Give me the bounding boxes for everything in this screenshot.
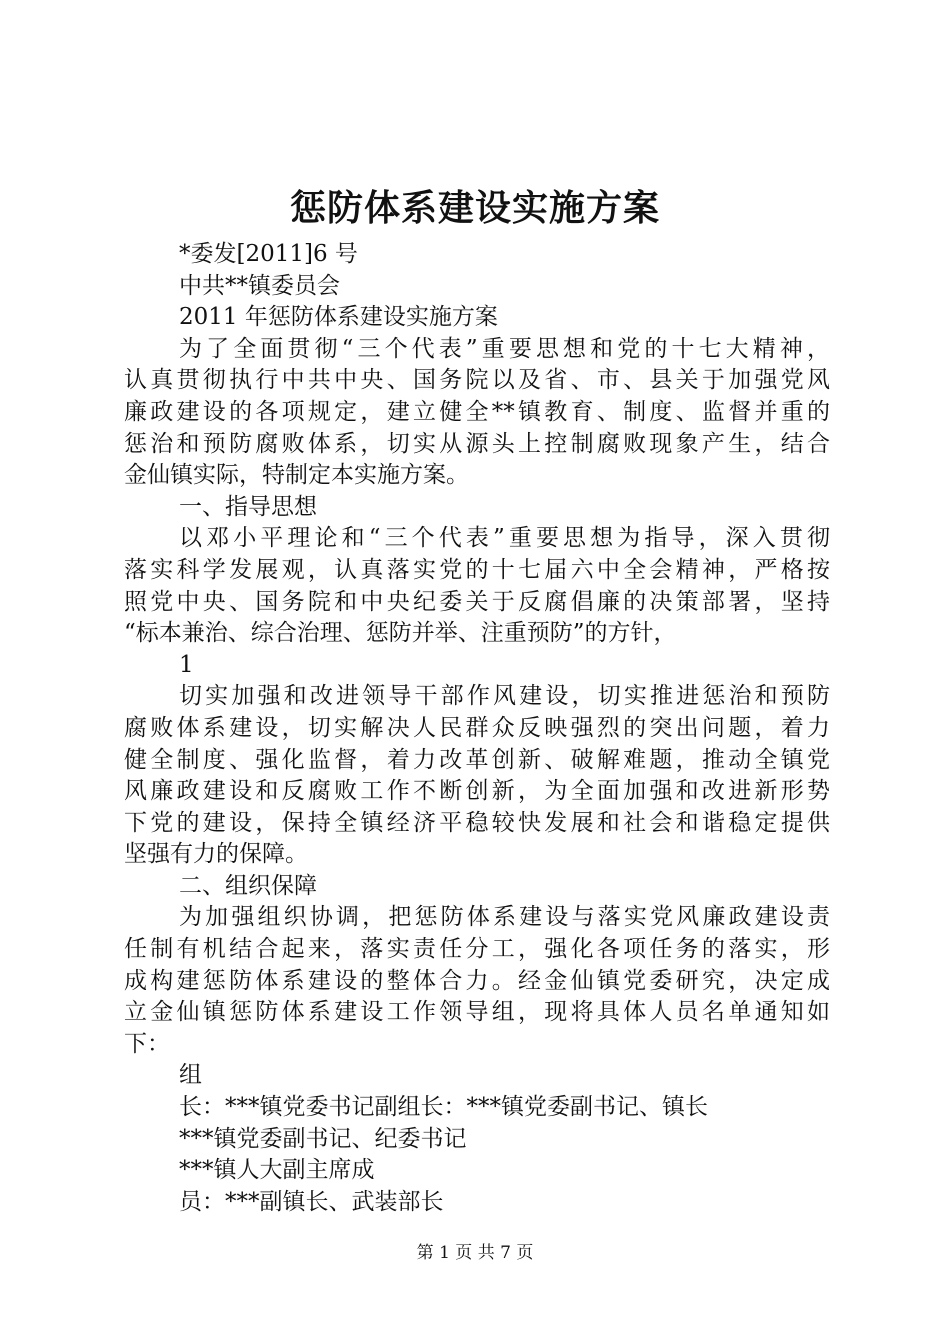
list-line: ***镇党委副书记、纪委书记 (179, 1125, 467, 1152)
list-line: 组 (179, 1062, 202, 1089)
paragraph-line: 下党的建设，保持全镇经济平稳较快发展和社会和谐稳定提供 (124, 809, 830, 836)
paragraph-line: 切实加强和改进领导干部作风建设，切实推进惩治和预防 (179, 683, 830, 710)
issuing-organization: 中共**镇委员会 (179, 272, 340, 299)
paragraph-line: 坚强有力的保障。 (124, 841, 308, 868)
inline-page-number: 1 (179, 651, 194, 678)
paragraph-line: 为加强组织协调，把惩防体系建设与落实党风廉政建设责 (179, 904, 830, 931)
paragraph-line: 立金仙镇惩防体系建设工作领导组，现将具体人员名单通知如 (124, 999, 830, 1026)
paragraph-line: 金仙镇实际，特制定本实施方案。 (124, 462, 469, 489)
page-footer: 第 1 页 共 7 页 (416, 1243, 534, 1263)
paragraph-line: 风廉政建设和反腐败工作不断创新，为全面加强和改进新形势 (124, 778, 830, 805)
document-subtitle: 2011 年惩防体系建设实施方案 (179, 304, 498, 331)
paragraph-line: 廉政建设的各项规定，建立健全**镇教育、制度、监督并重的 (124, 398, 830, 425)
paragraph-line: 任制有机结合起来，落实责任分工，强化各项任务的落实，形 (124, 936, 830, 963)
paragraph-line: 落实科学发展观，认真落实党的十七届六中全会精神，严格按 (124, 556, 830, 583)
paragraph-line: 为了全面贯彻“三个代表”重要思想和党的十七大精神， (179, 335, 830, 362)
paragraph-line: 照党中央、国务院和中央纪委关于反腐倡廉的决策部署，坚持 (124, 588, 830, 615)
paragraph-line: 健全制度、强化监督，着力改革创新、破解难题，推动全镇党 (124, 746, 830, 773)
list-line: ***镇人大副主席成 (179, 1157, 375, 1184)
list-line: 长：***镇党委书记副组长：***镇党委副书记、镇长 (179, 1094, 708, 1121)
section-heading: 二、组织保障 (179, 872, 317, 899)
paragraph-line: “标本兼治、综合治理、惩防并举、注重预防”的方针， (124, 620, 677, 647)
document-number: *委发[2011]6 号 (179, 241, 358, 267)
paragraph-line: 成构建惩防体系建设的整体合力。经金仙镇党委研究，决定成 (124, 967, 830, 994)
paragraph-line: 认真贯彻执行中共中央、国务院以及省、市、县关于加强党风 (124, 367, 830, 394)
section-heading: 一、指导思想 (179, 493, 317, 520)
document-title: 惩防体系建设实施方案 (289, 187, 660, 229)
paragraph-line: 惩治和预防腐败体系，切实从源头上控制腐败现象产生，结合 (124, 430, 830, 457)
paragraph-line: 以邓小平理论和“三个代表”重要思想为指导，深入贯彻 (179, 525, 830, 552)
document-body (124, 239, 830, 1218)
paragraph-line: 下： (124, 1030, 170, 1057)
paragraph-line: 腐败体系建设，切实解决人民群众反映强烈的突出问题，着力 (124, 714, 830, 741)
list-line: 员：***副镇长、武装部长 (179, 1188, 444, 1215)
